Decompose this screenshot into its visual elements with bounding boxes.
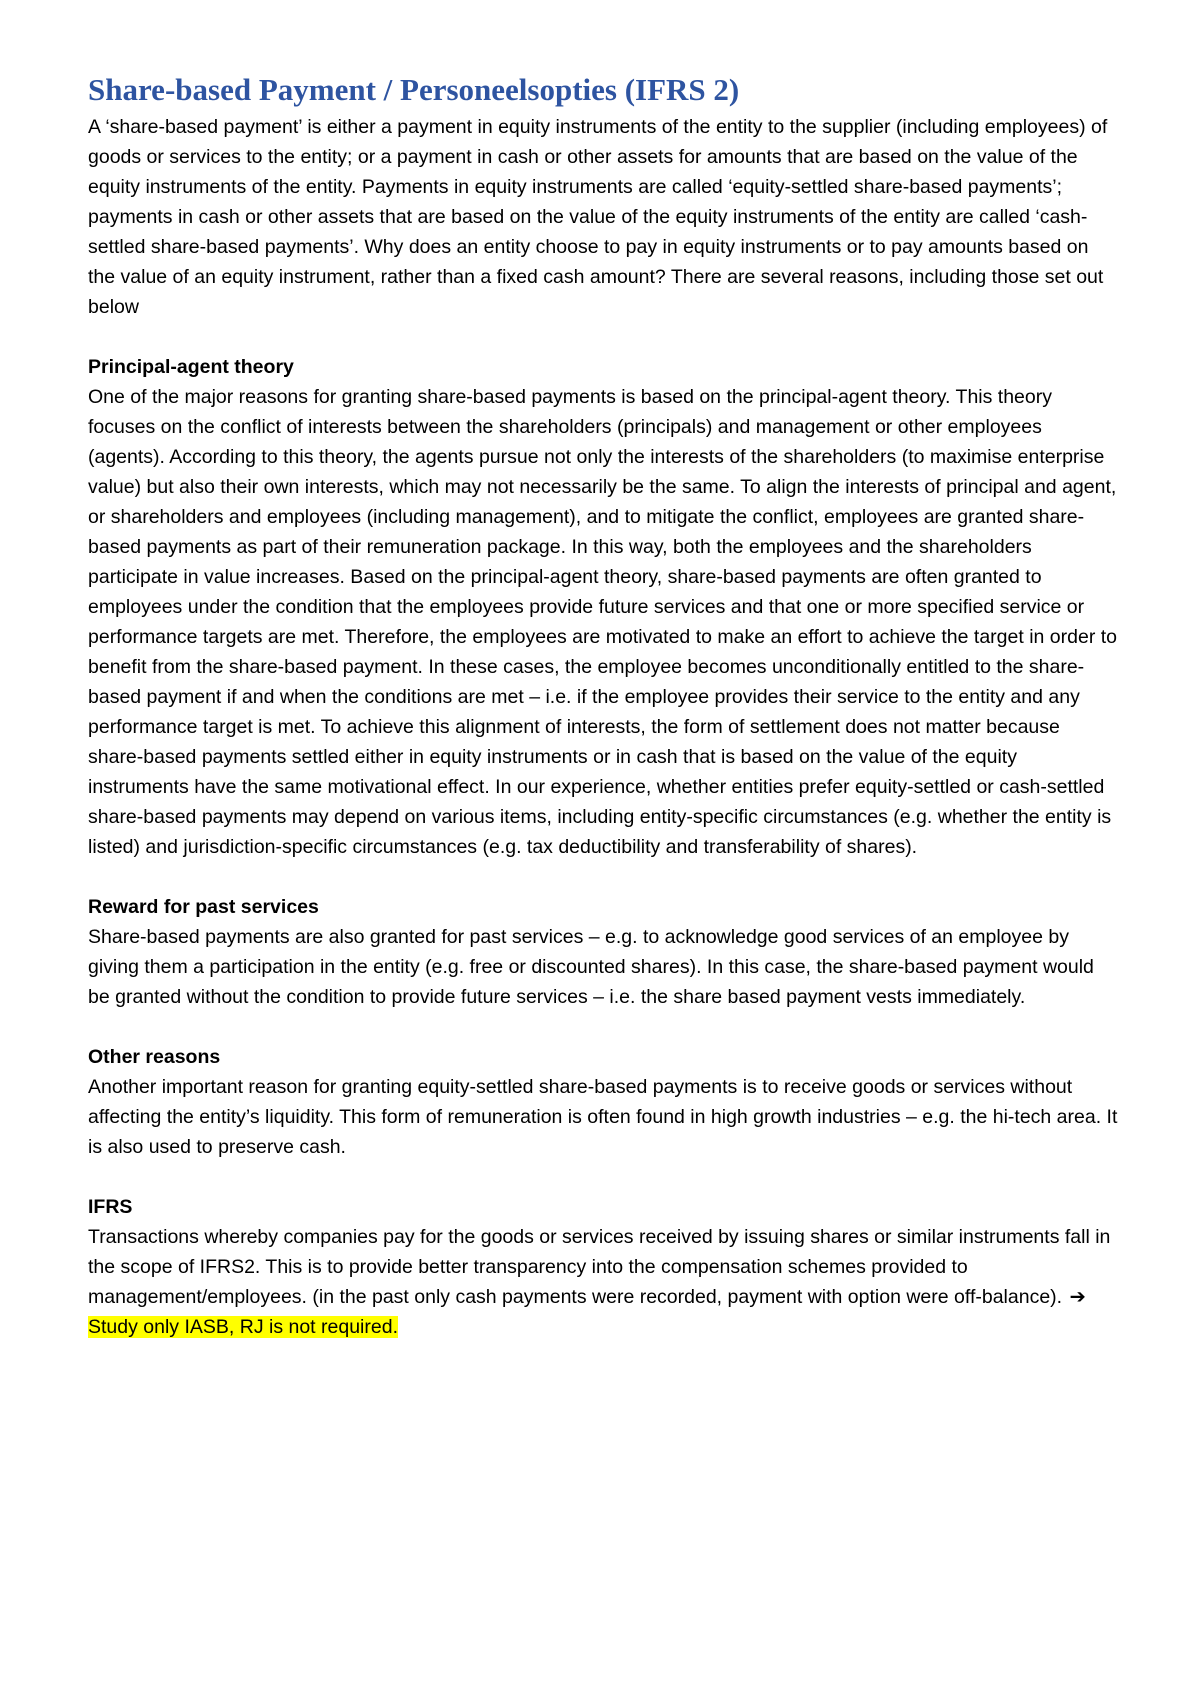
section-heading: Reward for past services	[88, 896, 319, 918]
section-body: Another important reason for granting equity-settled share-based payments is to receive goods or services without affecting the entity’s liquidity. This form of remuneration is often found in high growth industries – e.g. the hi-tech area. It is also used to preserve cash.	[88, 1076, 1118, 1158]
section-heading: Other reasons	[88, 1046, 221, 1068]
section-principal-agent-theory	[88, 352, 1118, 862]
right-arrow-icon: ➔	[1069, 1286, 1086, 1308]
section-body: Share-based payments are also granted for past services – e.g. to acknowledge good services of an employee by giving them a participation in the entity (e.g. free or discounted shares). In this case, the share-based payment would be granted without the condition to provide future services – i.e. the share based payment vests immediately.	[88, 926, 1094, 1008]
section-body-ifrs	[88, 1222, 1118, 1342]
section-ifrs	[88, 1192, 1118, 1342]
document-page	[88, 70, 1118, 1342]
ifrs-body-text: Transactions whereby companies pay for the goods or services received by issuing shares or similar instruments fall in the scope of IFRS2. This is to provide better transparency into the compensation schemes provided to management/employees. (in the past only cash payments were recorded, payment with option were off-balance).	[88, 1226, 1111, 1308]
section-other-reasons	[88, 1042, 1118, 1162]
document-title: Share-based Payment / Personeelsopties (IFRS 2)	[88, 72, 740, 107]
highlighted-study-note: Study only IASB, RJ is not required.	[88, 1316, 398, 1338]
section-reward-for-past-services	[88, 892, 1118, 1012]
section-heading: IFRS	[88, 1196, 133, 1218]
section-heading: Principal-agent theory	[88, 356, 294, 378]
intro-paragraph: A ‘share-based payment’ is either a payment in equity instruments of the entity to the supplier (including employees) of goods or services to the entity; or a payment in cash or other assets for amounts that are based on the value of the equity instruments of the entity. Payments in equity instruments are called ‘equity-settled share-based payments’; payments in cash or other assets that are based on the value of the equity instruments of the entity are called ‘cash-settled share-based payments’. Why does an entity choose to pay in equity instruments or to pay amounts based on the value of an equity instrument, rather than a fixed cash amount? There are several reasons, including those set out below	[88, 116, 1108, 318]
section-body: One of the major reasons for granting share-based payments is based on the principal-agent theory. This theory focuses on the conflict of interests between the shareholders (principals) and management or other employees (agents). According to this theory, the agents pursue not only the interests of the shareholders (to maximise enterprise value) but also their own interests, which may not necessarily be the same. To align the interests of principal and agent, or shareholders and employees (including management), and to mitigate the conflict, employees are granted share-based payments as part of their remuneration package. In this way, both the employees and the shareholders participate in value increases. Based on the principal-agent theory, share-based payments are often granted to employees under the condition that the employees provide future services and that one or more specified service or performance targets are met. Therefore, the employees are motivated to make an effort to achieve the target in order to benefit from the share-based payment. In these cases, the employee becomes unconditionally entitled to the share-based payment if and when the conditions are met – i.e. if the employee provides their service to the entity and any performance target is met. To achieve this alignment of interests, the form of settlement does not matter because share-based payments settled either in equity instruments or in cash that is based on the value of the equity instruments have the same motivational effect. In our experience, whether entities prefer equity-settled or cash-settled share-based payments may depend on various items, including entity-specific circumstances (e.g. whether the entity is listed) and jurisdiction-specific circumstances (e.g. tax deductibility and transferability of shares).	[88, 386, 1117, 858]
